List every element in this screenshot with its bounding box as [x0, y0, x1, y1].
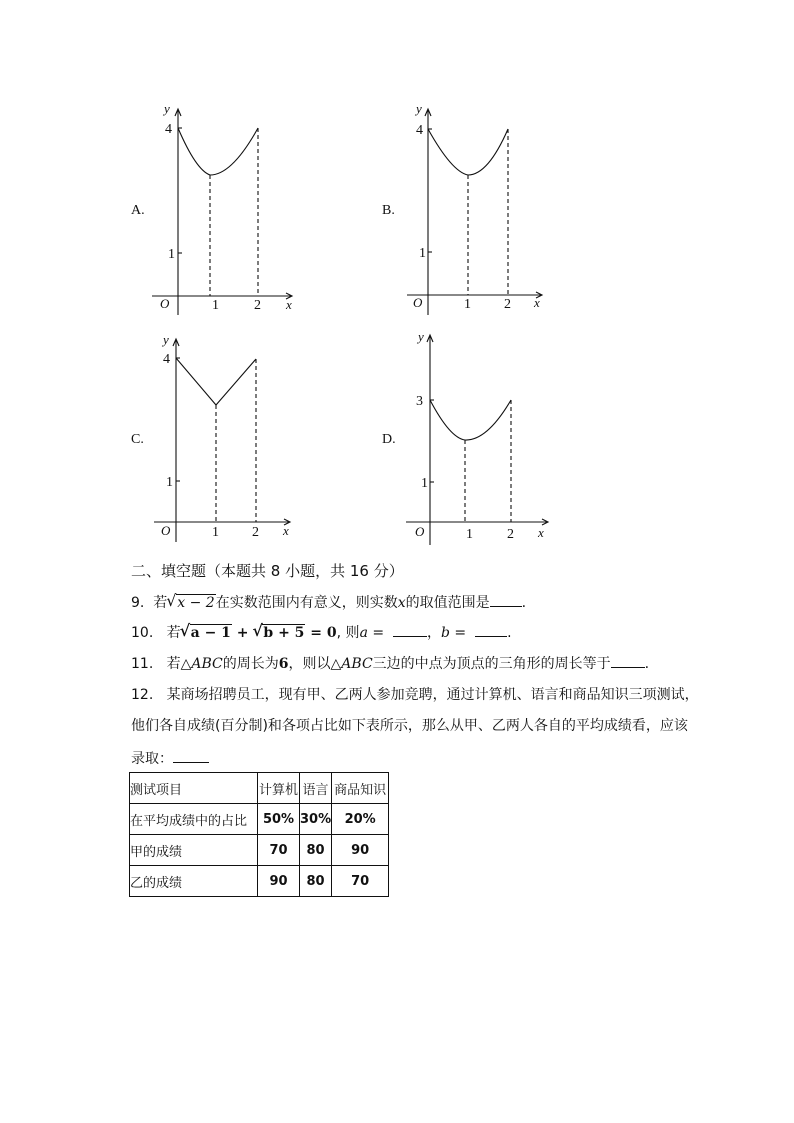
- table-cell: 70: [258, 835, 300, 866]
- table-cell: 50%: [258, 804, 300, 835]
- tick-label: 1: [212, 298, 219, 313]
- table-cell: 90: [332, 835, 389, 866]
- question-number: 12.: [131, 687, 154, 703]
- graph-option-c: [140, 330, 300, 550]
- question-text: 三边的中点为顶点的三角形的周长等于: [372, 656, 611, 672]
- question-text: 的取值范围是: [405, 595, 490, 611]
- tick-label: 1: [421, 476, 428, 491]
- y-axis-label: y: [164, 101, 170, 116]
- table-cell: 90: [258, 866, 300, 897]
- math-operator: +: [231, 625, 254, 641]
- answer-blank[interactable]: [611, 653, 645, 668]
- answer-blank[interactable]: [475, 622, 507, 637]
- option-c-label: C.: [131, 432, 144, 447]
- question-text: , 则: [336, 625, 360, 641]
- question-11: [131, 653, 649, 674]
- origin-label: O: [160, 296, 170, 311]
- question-number: 10.: [131, 625, 154, 641]
- tick-label: 4: [163, 352, 170, 367]
- math-equation: = 0: [305, 625, 337, 641]
- table-row: [130, 835, 389, 866]
- y-axis-label: y: [416, 101, 422, 116]
- score-table: [129, 772, 389, 897]
- answer-blank[interactable]: [490, 592, 522, 607]
- table-row: [130, 866, 389, 897]
- graph-option-b: [400, 98, 550, 320]
- tick-label: 3: [416, 394, 423, 409]
- table-cell: 乙的成绩: [130, 866, 258, 897]
- curve: [176, 358, 256, 405]
- question-text: 若: [166, 656, 181, 672]
- table-cell: 30%: [300, 804, 332, 835]
- table-header-row: [130, 773, 389, 804]
- x-axis-label: x: [286, 297, 292, 312]
- tick-label: 1: [464, 297, 471, 312]
- answer-blank[interactable]: [173, 748, 209, 763]
- x-axis-label: x: [534, 295, 540, 310]
- question-text: ，则以: [288, 656, 331, 672]
- punctuation: .: [507, 625, 512, 641]
- question-text: 在实数范围内有意义，则实数: [215, 595, 398, 611]
- math-operator: =: [367, 625, 389, 641]
- variable: b: [441, 625, 450, 641]
- question-text: 若: [166, 625, 181, 641]
- math-expression: △ABC: [330, 656, 373, 672]
- table-cell: 20%: [332, 804, 389, 835]
- sqrt-expression: √ b + 5: [253, 623, 305, 643]
- table-header: 计算机: [258, 773, 300, 804]
- question-text: 若: [153, 595, 168, 611]
- tick-label: 2: [504, 297, 511, 312]
- math-operator: =: [449, 625, 471, 641]
- x-axis-label: x: [538, 525, 544, 540]
- answer-blank[interactable]: [393, 622, 427, 637]
- table-cell: 在平均成绩中的占比: [130, 804, 258, 835]
- sqrt-expression: √ a − 1: [181, 623, 232, 643]
- question-text: 录取：: [131, 751, 173, 767]
- question-12-line-1: [131, 685, 699, 705]
- graph-option-a: [140, 98, 310, 320]
- tick-label: 1: [168, 247, 175, 262]
- question-12-line-2: 他们各自成绩(百分制)和各项占比如下表所示，那么从甲、乙两人各自的平均成绩看，应该: [131, 718, 688, 734]
- question-12-line-3: [131, 748, 209, 769]
- question-text: 某商场招聘员工，现有甲、乙两人参加竞聘，通过计算机、语言和商品知识三项测试，: [166, 687, 699, 703]
- section-title: 二、填空题（本题共 8 小题，共 16 分）: [131, 562, 404, 580]
- x-axis-label: x: [283, 523, 289, 538]
- tick-label: 4: [416, 123, 423, 138]
- table-cell: 甲的成绩: [130, 835, 258, 866]
- curve: [430, 400, 511, 440]
- tick-label: 4: [165, 122, 172, 137]
- tick-label: 2: [254, 298, 261, 313]
- curve: [428, 129, 508, 175]
- punctuation: ，: [427, 625, 442, 641]
- tick-label: 1: [212, 525, 219, 540]
- option-d-label: D.: [382, 432, 396, 447]
- sqrt-expression: √ x − 2: [167, 593, 215, 613]
- math-number: 6: [278, 656, 289, 672]
- y-axis-label: y: [163, 332, 169, 347]
- option-b-label: B.: [382, 203, 395, 218]
- table-header: 商品知识: [332, 773, 389, 804]
- punctuation: .: [521, 595, 527, 611]
- option-a-label: A.: [131, 203, 145, 218]
- question-number: 9.: [131, 595, 145, 611]
- table-header: 语言: [300, 773, 332, 804]
- tick-label: 2: [252, 525, 259, 540]
- variable: a: [359, 625, 368, 641]
- graph-option-d: [400, 326, 555, 550]
- curve: [178, 128, 258, 175]
- table-cell: 80: [300, 866, 332, 897]
- variable: x: [397, 595, 406, 611]
- tick-label: 2: [507, 527, 514, 542]
- table-header: 测试项目: [130, 773, 258, 804]
- question-text: 的周长为: [222, 656, 279, 672]
- question-9: [131, 592, 526, 613]
- tick-label: 1: [419, 246, 426, 261]
- table-row: [130, 804, 389, 835]
- origin-label: O: [413, 295, 423, 310]
- math-expression: △ABC: [180, 656, 223, 672]
- question-10: [131, 622, 512, 643]
- tick-label: 1: [466, 527, 473, 542]
- tick-label: 1: [166, 475, 173, 490]
- question-number: 11.: [131, 656, 154, 672]
- y-axis-label: y: [418, 329, 424, 344]
- table-cell: 80: [300, 835, 332, 866]
- origin-label: O: [161, 523, 171, 538]
- punctuation: .: [644, 656, 650, 672]
- origin-label: O: [415, 524, 425, 539]
- table-cell: 70: [332, 866, 389, 897]
